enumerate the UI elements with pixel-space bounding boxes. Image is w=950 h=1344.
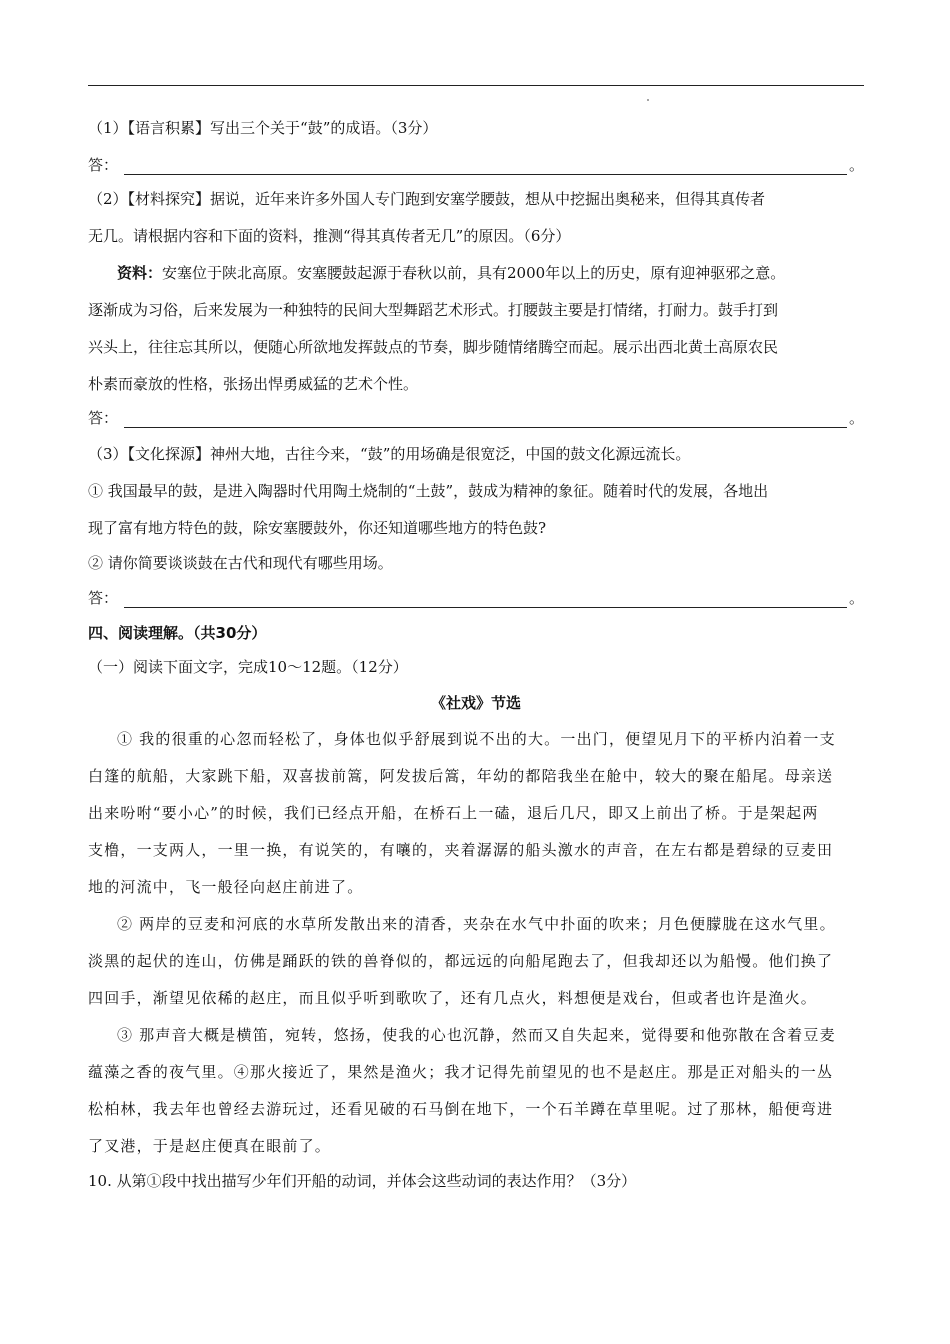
- question-2-line-1: （2）【材料探究】据说，近年来许多外国人专门跑到安塞学腰鼓，想从中挖掘出奥秘来，但得其真传者: [88, 190, 766, 208]
- question-3-sub2: ② 请你简要谈谈鼓在古代和现代有哪些用场。: [88, 554, 393, 572]
- answer-line-2[interactable]: [88, 408, 864, 428]
- material-label: 资料：: [117, 264, 163, 282]
- paragraph-1-line: ① 我的很重的心忽而轻松了，身体也似乎舒展到说不出的大。一出门，便望见月下的平桥内泊着一支: [117, 730, 836, 748]
- answer-end-mark: 。: [848, 589, 864, 607]
- question-3-line-1: （3）【文化探源】神州大地，古往今来，“鼓”的用场确是很宽泛，中国的鼓文化源远流长。: [88, 445, 691, 463]
- answer-blank[interactable]: [124, 162, 847, 175]
- answer-label: 答：: [88, 589, 119, 607]
- answer-blank[interactable]: [124, 415, 847, 428]
- question-3-sub1-line-1: ① 我国最早的鼓，是进入陶器时代用陶土烧制的“土鼓”，鼓成为精神的象征。随着时代的发展，各地出: [88, 482, 769, 500]
- question-1: （1）【语言积累】写出三个关于“鼓”的成语。（3分）: [88, 119, 438, 137]
- paragraph-3-line: 了叉港，于是赵庄便真在眼前了。: [88, 1137, 332, 1155]
- material-line-4: 朴素而豪放的性格，张扬出悍勇威猛的艺术个性。: [88, 375, 419, 393]
- material-text-1: 安塞位于陕北高原。安塞腰鼓起源于春秋以前，具有2000年以上的历史，原有迎神驱邪之意。: [162, 264, 786, 282]
- question-3-sub1-line-2: 现了富有地方特色的鼓，除安塞腰鼓外，你还知道哪些地方的特色鼓?: [88, 519, 547, 537]
- material-line-2: 逐渐成为习俗，后来发展为一种独特的民间大型舞蹈艺术形式。打腰鼓主要是打情绪，打耐力。鼓手打到: [88, 301, 779, 319]
- page-dot-mark: [647, 99, 649, 101]
- answer-blank[interactable]: [124, 595, 847, 608]
- question-2-line-2: 无几。请根据内容和下面的资料，推测“得其真传者无几”的原因。（6分）: [88, 227, 571, 245]
- paragraph-2-line: 淡黑的起伏的连山，仿佛是踊跃的铁的兽脊似的，都远远的向船尾跑去了，但我却还以为船慢。他们换了: [88, 952, 834, 970]
- paragraph-3-line: ③ 那声音大概是横笛，宛转，悠扬，使我的心也沉静，然而又自失起来，觉得要和他弥散在含着豆麦: [117, 1026, 836, 1044]
- part-1-intro: （一）阅读下面文字，完成10～12题。（12分）: [88, 658, 408, 676]
- paragraph-1-line: 地的河流中，飞一般径向赵庄前进了。: [88, 878, 364, 896]
- answer-line-1[interactable]: [88, 155, 864, 175]
- paragraph-3-line: 松柏林，我去年也曾经去游玩过，还看见破的石马倒在地下，一个石羊蹲在草里呢。过了那林，船便弯进: [88, 1100, 834, 1118]
- answer-end-mark: 。: [848, 156, 864, 174]
- material-line-3: 兴头上，往往忘其所以，便随心所欲地发挥鼓点的节奏，脚步随情绪腾空而起。展示出西北黄土高原农民: [88, 338, 779, 356]
- paragraph-2-line: ② 两岸的豆麦和河底的水草所发散出来的清香，夹杂在水气中扑面的吹来；月色便朦胧在这水气里。: [117, 915, 836, 933]
- paragraph-1-line: 出来吩咐“要小心”的时候，我们已经点开船，在桥石上一磕，退后几尺，即又上前出了桥。于是架起两: [88, 804, 819, 822]
- paragraph-1-line: 白篷的航船，大家跳下船，双喜拔前篙，阿发拔后篙，年幼的都陪我坐在舱中，较大的聚在船尾。母亲送: [88, 767, 834, 785]
- section-4-heading: 四、阅读理解。（共30分）: [88, 624, 267, 642]
- material-line-1: [117, 263, 864, 283]
- question-10: 10. 从第①段中找出描写少年们开船的动词，并体会这些动词的表达作用？（3分）: [88, 1172, 637, 1190]
- answer-line-3[interactable]: [88, 588, 864, 608]
- header-rule: [88, 85, 864, 86]
- paragraph-3-line: 蕴藻之香的夜气里。④那火接近了，果然是渔火；我才记得先前望见的也不是赵庄。那是正对船头的一丛: [88, 1063, 834, 1081]
- answer-label: 答：: [88, 409, 119, 427]
- passage-title: 《社戏》节选: [430, 694, 521, 712]
- paragraph-1-line: 支橹，一支两人，一里一换，有说笑的，有嚷的，夹着潺潺的船头激水的声音，在左右都是碧绿的豆麦田: [88, 841, 834, 859]
- answer-end-mark: 。: [848, 409, 864, 427]
- answer-label: 答：: [88, 156, 119, 174]
- paragraph-2-line: 四回手，渐望见依稀的赵庄，而且似乎听到歌吹了，还有几点火，料想便是戏台，但或者也许是渔火。: [88, 989, 818, 1007]
